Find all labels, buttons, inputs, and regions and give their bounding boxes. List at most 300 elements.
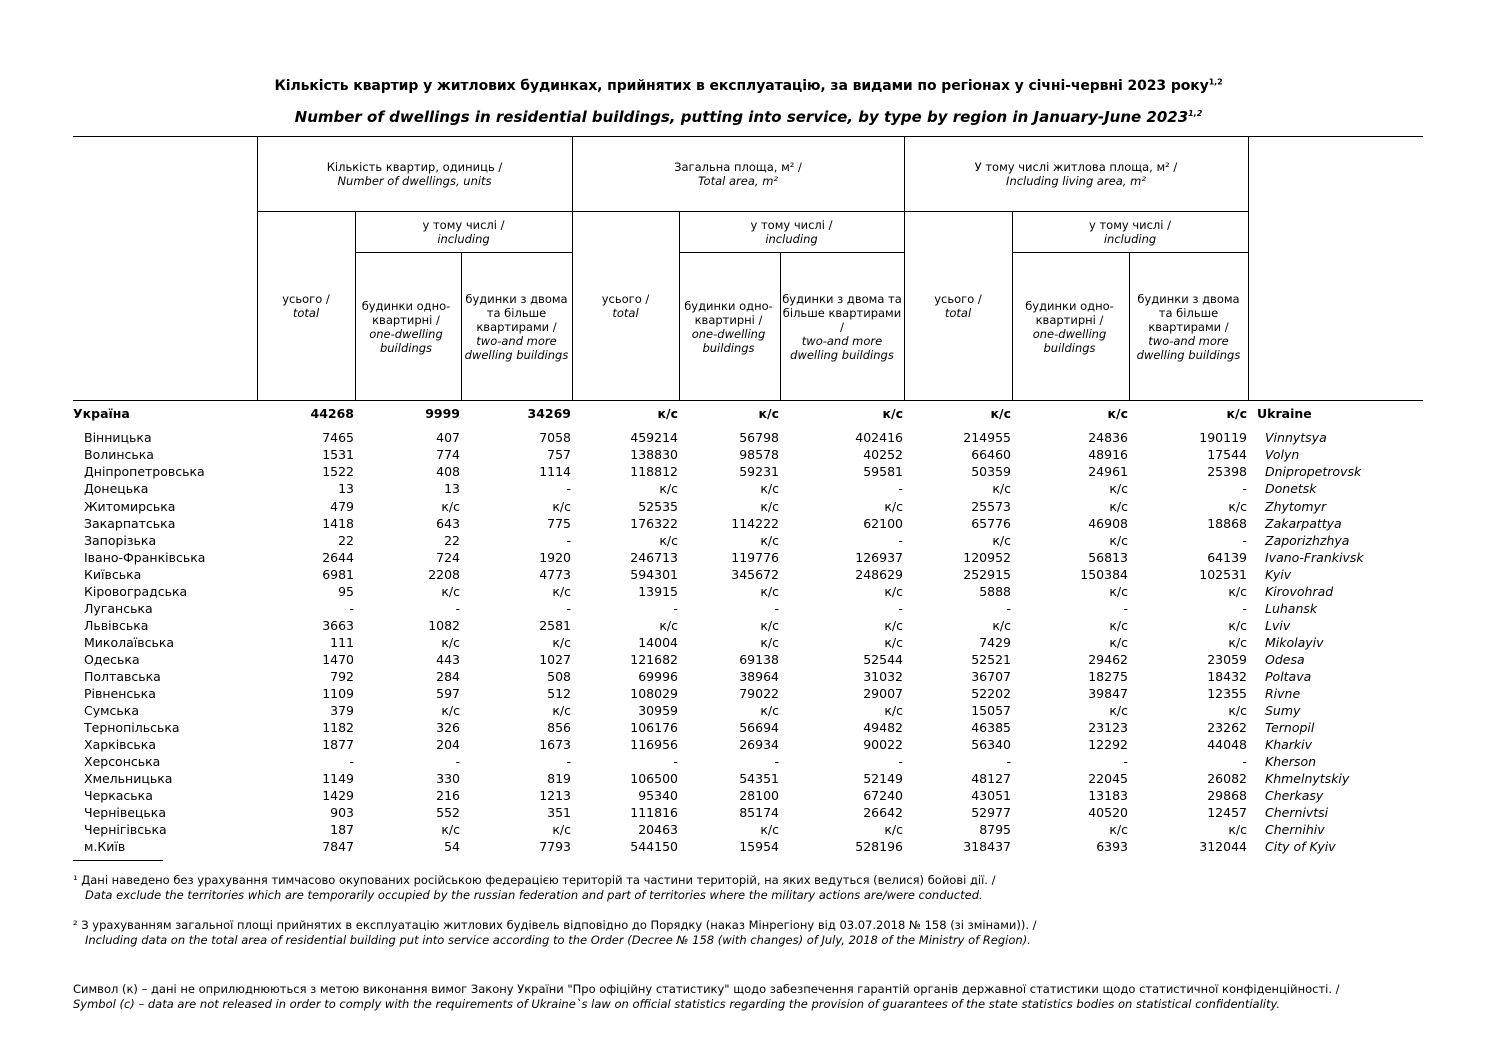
- region-name-ua: Львівська: [84, 618, 149, 633]
- region-name-ua: Україна: [73, 406, 130, 421]
- table-cell: 1920: [539, 550, 571, 565]
- table-cell: к/с: [760, 481, 779, 496]
- region-name-ua: Вінницька: [84, 430, 152, 445]
- table-cell: -: [349, 754, 354, 769]
- header-two-more: будинки з двома та більше квартирами / two-and more dwelling buildings: [1136, 291, 1241, 362]
- header-total: усього / total: [282, 292, 330, 320]
- region-name-ua: Луганська: [84, 601, 153, 616]
- table-cell: 79022: [739, 686, 779, 701]
- table-row: [0, 499, 1497, 516]
- table-cell: 774: [436, 447, 460, 462]
- table-cell: 31032: [863, 669, 903, 684]
- table-cell: 36707: [971, 669, 1011, 684]
- region-name-ua: Дніпропетровська: [84, 464, 205, 479]
- table-cell: 46385: [971, 720, 1011, 735]
- table-cell: -: [898, 481, 903, 496]
- symbol-note: Символ (к) – дані не оприлюднюються з метою виконання вимог Закону України "Про офіційну статистику" щодо забезпечення гарантій органів державної статистики щодо статистичної конфіденційності. / Symbol (c) – data are not released in order to comply with the requirements of Ukraine`s law on official statistics regarding the provision of guarantees of the state statistics bodies on statistical confidentiality.: [73, 982, 1340, 1011]
- region-name-ua: Черкаська: [84, 788, 153, 803]
- table-row: [0, 567, 1497, 584]
- table-cell: 459214: [630, 430, 678, 445]
- table-cell: 23059: [1207, 652, 1247, 667]
- table-cell: 13: [338, 481, 354, 496]
- table-cell: к/с: [760, 618, 779, 633]
- table-row: [0, 686, 1497, 703]
- table-cell: -: [1006, 754, 1011, 769]
- table-cell: к/с: [884, 584, 903, 599]
- table-cell: 39847: [1088, 686, 1128, 701]
- table-cell: 18868: [1207, 516, 1247, 531]
- footnote-1: ¹ Дані наведено без урахування тимчасово окупованих російською федерацією територій та частини територій, на яких ведуться (велися) бойові дії. / Data exclude the territories which are temporarily occupied by the russian federation and part of territories where the military actions are/were conducted.: [73, 873, 996, 902]
- table-cell: 52149: [863, 771, 903, 786]
- table-cell: 8795: [979, 822, 1011, 837]
- table-cell: 2644: [322, 550, 354, 565]
- title-footnote-ref: 1,2: [1208, 77, 1223, 87]
- region-name-en: Chernihiv: [1265, 822, 1325, 837]
- table-cell: к/с: [552, 584, 571, 599]
- table-cell: к/с: [1109, 533, 1128, 548]
- table-row-total: [0, 406, 1497, 423]
- header-two-more: будинки з двома та більше квартирами / two-and more dwelling buildings: [464, 291, 569, 362]
- table-row: [0, 652, 1497, 669]
- table-row: [0, 737, 1497, 754]
- table-cell: 443: [436, 652, 460, 667]
- table-cell: 2208: [428, 567, 460, 582]
- table-cell: -: [673, 601, 678, 616]
- table-cell: к/с: [882, 406, 903, 421]
- table-cell: 52544: [863, 652, 903, 667]
- region-name-en: Vinnytsya: [1265, 430, 1327, 445]
- table-cell: 552: [436, 805, 460, 820]
- table-cell: 252915: [963, 567, 1011, 582]
- table-cell: 25398: [1207, 464, 1247, 479]
- header-including: у тому числі / including: [422, 218, 505, 246]
- table-cell: к/с: [1228, 618, 1247, 633]
- header-including: у тому числі / including: [1089, 218, 1171, 246]
- table-cell: к/с: [1109, 703, 1128, 718]
- table-cell: к/с: [552, 822, 571, 837]
- table-cell: к/с: [659, 533, 678, 548]
- table-cell: к/с: [884, 703, 903, 718]
- table-cell: 106500: [630, 771, 678, 786]
- table-cell: 2581: [539, 618, 571, 633]
- table-cell: 15954: [739, 839, 779, 854]
- header-including: у тому числі / including: [750, 218, 833, 246]
- table-cell: 5888: [979, 584, 1011, 599]
- region-name-ua: Сумська: [84, 703, 140, 718]
- table-cell: 792: [330, 669, 354, 684]
- table-cell: 90022: [863, 737, 903, 752]
- table-cell: 12292: [1088, 737, 1128, 752]
- table-cell: 402416: [855, 430, 903, 445]
- table-cell: -: [455, 754, 460, 769]
- table-cell: к/с: [760, 703, 779, 718]
- table-cell: 29868: [1207, 788, 1247, 803]
- table-cell: к/с: [1228, 584, 1247, 599]
- table-cell: 59581: [863, 464, 903, 479]
- header-group-dwellings: Кількість квартир, одиниць / Number of dwellings, units: [326, 160, 503, 188]
- table-cell: 351: [547, 805, 571, 820]
- table-cell: к/с: [441, 499, 460, 514]
- table-cell: 1418: [322, 516, 354, 531]
- table-cell: 120952: [963, 550, 1011, 565]
- table-cell: 69138: [739, 652, 779, 667]
- table-cell: 29007: [863, 686, 903, 701]
- region-name-en: Ternopil: [1265, 720, 1315, 735]
- table-cell: 512: [547, 686, 571, 701]
- table-cell: 44048: [1207, 737, 1247, 752]
- table-cell: -: [1242, 533, 1247, 548]
- table-cell: 176322: [630, 516, 678, 531]
- table-cell: -: [774, 754, 779, 769]
- table-cell: к/с: [441, 635, 460, 650]
- table-cell: к/с: [659, 618, 678, 633]
- table-cell: к/с: [760, 584, 779, 599]
- table-row: [0, 754, 1497, 771]
- table-cell: к/с: [884, 618, 903, 633]
- table-cell: -: [1123, 601, 1128, 616]
- table-cell: 126937: [855, 550, 903, 565]
- region-name-ua: Миколаївська: [84, 635, 175, 650]
- region-name-ua: Донецька: [84, 481, 149, 496]
- table-cell: 43051: [971, 788, 1011, 803]
- region-name-en: Kharkiv: [1265, 737, 1313, 752]
- table-row: [0, 481, 1497, 498]
- table-cell: 56813: [1088, 550, 1128, 565]
- table-cell: 187: [330, 822, 354, 837]
- header-one-dwelling: будинки одно-квартирні / one-dwelling buildings: [1025, 298, 1114, 355]
- table-row: [0, 822, 1497, 839]
- table-row: [0, 788, 1497, 805]
- table-cell: к/с: [990, 406, 1011, 421]
- table-cell: 7465: [322, 430, 354, 445]
- table-cell: к/с: [1109, 499, 1128, 514]
- table-cell: 18432: [1207, 669, 1247, 684]
- table-cell: 18275: [1088, 669, 1128, 684]
- table-cell: 757: [547, 447, 571, 462]
- table-cell: 114222: [731, 516, 779, 531]
- table-cell: 597: [436, 686, 460, 701]
- table-cell: 248629: [855, 567, 903, 582]
- table-cell: к/с: [1228, 822, 1247, 837]
- table-cell: к/с: [552, 499, 571, 514]
- table-cell: 52202: [971, 686, 1011, 701]
- table-cell: 22: [444, 533, 460, 548]
- region-name-en: Ivano-Frankivsk: [1265, 550, 1364, 565]
- table-cell: -: [898, 601, 903, 616]
- region-name-ua: Житомирська: [84, 499, 176, 514]
- table-cell: -: [349, 601, 354, 616]
- region-name-en: Zhytomyr: [1265, 499, 1327, 514]
- table-cell: -: [1242, 601, 1247, 616]
- table-cell: 643: [436, 516, 460, 531]
- table-cell: 1673: [539, 737, 571, 752]
- table-cell: к/с: [659, 481, 678, 496]
- table-cell: 330: [436, 771, 460, 786]
- table-cell: -: [566, 754, 571, 769]
- table-cell: к/с: [884, 635, 903, 650]
- table-cell: 62100: [863, 516, 903, 531]
- table-cell: к/с: [552, 635, 571, 650]
- table-cell: 724: [436, 550, 460, 565]
- table-cell: 34269: [527, 406, 571, 421]
- table-row: [0, 533, 1497, 550]
- header-group-rule: [257, 211, 1248, 212]
- table-cell: 544150: [630, 839, 678, 854]
- region-name-en: Volyn: [1265, 447, 1300, 462]
- table-cell: 479: [330, 499, 354, 514]
- table-cell: 1114: [539, 464, 571, 479]
- table-cell: 40252: [863, 447, 903, 462]
- table-cell: 903: [330, 805, 354, 820]
- table-cell: 52535: [638, 499, 678, 514]
- title-footnote-ref-en: 1,2: [1188, 109, 1203, 118]
- table-cell: 26082: [1207, 771, 1247, 786]
- table-cell: к/с: [760, 822, 779, 837]
- table-cell: 46908: [1088, 516, 1128, 531]
- table-cell: 85174: [739, 805, 779, 820]
- table-cell: 30959: [638, 703, 678, 718]
- table-cell: к/с: [1228, 499, 1247, 514]
- footnote-2: ² З урахуванням загальної площі прийнятих в експлуатацію житлових будівель відповідно до Порядку (наказ Мінрегіону від 03.07.2018 № 158 (зі змінами)). / Including data on the total area of residential building put into service according to the Order (Decree № 158 (with changes) of July, 2018 of the Ministry of Region).: [73, 918, 1037, 947]
- header-total: усього / total: [934, 292, 982, 320]
- table-cell: 6393: [1096, 839, 1128, 854]
- region-name-en: Khmelnytskiy: [1265, 771, 1350, 786]
- table-cell: 56340: [971, 737, 1011, 752]
- table-cell: 28100: [739, 788, 779, 803]
- table-cell: 775: [547, 516, 571, 531]
- table-cell: к/с: [1107, 406, 1128, 421]
- table-row: [0, 464, 1497, 481]
- region-name-en: Kherson: [1265, 754, 1317, 769]
- table-cell: 23262: [1207, 720, 1247, 735]
- table-cell: к/с: [1109, 822, 1128, 837]
- table-cell: 14004: [638, 635, 678, 650]
- table-cell: -: [1006, 601, 1011, 616]
- table-cell: 40520: [1088, 805, 1128, 820]
- table-cell: к/с: [1109, 584, 1128, 599]
- table-cell: 38964: [739, 669, 779, 684]
- table-cell: 111: [330, 635, 354, 650]
- table-cell: к/с: [1228, 635, 1247, 650]
- table-cell: 508: [547, 669, 571, 684]
- table-cell: к/с: [1109, 481, 1128, 496]
- region-name-ua: Волинська: [84, 447, 154, 462]
- table-cell: 25573: [971, 499, 1011, 514]
- table-row: [0, 635, 1497, 652]
- table-row: [0, 669, 1497, 686]
- table-cell: -: [774, 601, 779, 616]
- table-cell: 528196: [855, 839, 903, 854]
- table-cell: к/с: [441, 822, 460, 837]
- table-cell: 318437: [963, 839, 1011, 854]
- table-cell: 20463: [638, 822, 678, 837]
- table-cell: -: [1242, 754, 1247, 769]
- table-cell: 17544: [1207, 447, 1247, 462]
- region-name-en: Sumy: [1265, 703, 1301, 718]
- table-cell: к/с: [760, 635, 779, 650]
- table-cell: 67240: [863, 788, 903, 803]
- region-name-ua: Закарпатська: [84, 516, 176, 531]
- table-cell: 7847: [322, 839, 354, 854]
- table-cell: 856: [547, 720, 571, 735]
- region-name-en: Poltava: [1265, 669, 1312, 684]
- table-row: [0, 430, 1497, 447]
- table-cell: 1470: [322, 652, 354, 667]
- table-cell: 121682: [630, 652, 678, 667]
- region-name-ua: Чернігівська: [84, 822, 167, 837]
- table-cell: 95340: [638, 788, 678, 803]
- table-cell: 7058: [539, 430, 571, 445]
- table-row: [0, 550, 1497, 567]
- table-cell: 50359: [971, 464, 1011, 479]
- table-cell: -: [898, 533, 903, 548]
- table-cell: 312044: [1199, 839, 1247, 854]
- table-cell: к/с: [1109, 618, 1128, 633]
- table-cell: 49482: [863, 720, 903, 735]
- footnote-separator: [73, 860, 163, 861]
- table-cell: 111816: [630, 805, 678, 820]
- table-cell: -: [673, 754, 678, 769]
- table-cell: 326: [436, 720, 460, 735]
- header-one-dwelling: будинки одно-квартирні / one-dwelling buildings: [684, 298, 773, 355]
- table-cell: 345672: [731, 567, 779, 582]
- table-row: [0, 805, 1497, 822]
- region-name-en: Luhansk: [1265, 601, 1318, 616]
- region-name-ua: Київська: [84, 567, 142, 582]
- table-cell: 284: [436, 669, 460, 684]
- region-name-en: Zakarpattya: [1265, 516, 1342, 531]
- table-row: [0, 839, 1497, 856]
- table-cell: 22045: [1088, 771, 1128, 786]
- table-cell: 204: [436, 737, 460, 752]
- table-row: [0, 720, 1497, 737]
- table-cell: -: [566, 481, 571, 496]
- table-cell: 1027: [539, 652, 571, 667]
- table-cell: 150384: [1080, 567, 1128, 582]
- region-name-ua: Тернопільська: [84, 720, 180, 735]
- table-cell: 52977: [971, 805, 1011, 820]
- table-cell: к/с: [992, 481, 1011, 496]
- region-name-en: Chernivtsi: [1265, 805, 1329, 820]
- table-cell: 116956: [630, 737, 678, 752]
- header-group-living-area: У тому числі житлова площа, м² / Including living area, m²: [974, 160, 1178, 188]
- header-two-more: будинки з двома та більше квартирами / two-and more dwelling buildings: [782, 291, 902, 362]
- table-cell: 59231: [739, 464, 779, 479]
- region-name-ua: Херсонська: [84, 754, 161, 769]
- table-header: [0, 0, 1497, 420]
- region-name-ua: Рівненська: [84, 686, 156, 701]
- region-name-ua: м.Київ: [84, 839, 126, 854]
- table-cell: -: [1242, 481, 1247, 496]
- table-cell: к/с: [441, 584, 460, 599]
- table-cell: 12355: [1207, 686, 1247, 701]
- table-cell: к/с: [760, 533, 779, 548]
- table-cell: -: [566, 533, 571, 548]
- table-cell: -: [455, 601, 460, 616]
- table-row: [0, 771, 1497, 788]
- table-cell: к/с: [884, 499, 903, 514]
- table-cell: 7793: [539, 839, 571, 854]
- table-cell: 3663: [322, 618, 354, 633]
- region-name-ua: Івано-Франківська: [84, 550, 206, 565]
- region-name-en: Ukraine: [1257, 406, 1312, 421]
- table-cell: к/с: [1109, 635, 1128, 650]
- table-cell: 1429: [322, 788, 354, 803]
- region-name-en: Donetsk: [1265, 481, 1317, 496]
- table-cell: к/с: [1228, 703, 1247, 718]
- table-cell: 379: [330, 703, 354, 718]
- table-cell: 246713: [630, 550, 678, 565]
- region-name-ua: Хмельницька: [84, 771, 173, 786]
- table-cell: 1877: [322, 737, 354, 752]
- table-cell: 819: [547, 771, 571, 786]
- header-total: усього / total: [601, 292, 650, 320]
- table-cell: 9999: [425, 406, 460, 421]
- table-cell: 26934: [739, 737, 779, 752]
- header-one-dwelling: будинки одно-квартирні / one-dwelling buildings: [361, 298, 451, 355]
- header-group-total-area: Загальна площа, м² / Total area, m²: [674, 160, 802, 188]
- header-bottom-rule: [73, 400, 1423, 401]
- table-cell: 24836: [1088, 430, 1128, 445]
- table-cell: 23123: [1088, 720, 1128, 735]
- region-name-en: Lviv: [1265, 618, 1291, 633]
- region-name-en: Mikolayiv: [1265, 635, 1324, 650]
- region-name-ua: Полтавська: [84, 669, 161, 684]
- vrule: [1248, 136, 1249, 400]
- table-row: [0, 447, 1497, 464]
- table-cell: 54351: [739, 771, 779, 786]
- table-cell: 1522: [322, 464, 354, 479]
- table-cell: к/с: [758, 406, 779, 421]
- table-cell: 106176: [630, 720, 678, 735]
- table-cell: 119776: [731, 550, 779, 565]
- table-cell: 69996: [638, 669, 678, 684]
- table-cell: 12457: [1207, 805, 1247, 820]
- table-cell: 1149: [322, 771, 354, 786]
- table-cell: 594301: [630, 567, 678, 582]
- table-cell: 54: [444, 839, 460, 854]
- table-cell: 102531: [1199, 567, 1247, 582]
- region-name-en: Dnipropetrovsk: [1265, 464, 1362, 479]
- table-cell: 66460: [971, 447, 1011, 462]
- table-cell: 190119: [1199, 430, 1247, 445]
- table-cell: 1082: [428, 618, 460, 633]
- table-cell: -: [1123, 754, 1128, 769]
- region-name-en: Kirovohrad: [1265, 584, 1334, 599]
- table-cell: 56694: [739, 720, 779, 735]
- region-name-ua: Кіровоградська: [84, 584, 188, 599]
- table-cell: 13915: [638, 584, 678, 599]
- table-cell: 1213: [539, 788, 571, 803]
- region-name-en: Odesa: [1265, 652, 1305, 667]
- table-cell: 214955: [963, 430, 1011, 445]
- table-cell: 108029: [630, 686, 678, 701]
- region-name-ua: Одеська: [84, 652, 140, 667]
- table-row: [0, 601, 1497, 618]
- table-cell: 29462: [1088, 652, 1128, 667]
- table-cell: к/с: [441, 703, 460, 718]
- table-cell: -: [566, 601, 571, 616]
- table-cell: 13: [444, 481, 460, 496]
- header-top-rule: [73, 136, 1423, 137]
- table-cell: 22: [338, 533, 354, 548]
- table-cell: 216: [436, 788, 460, 803]
- table-cell: 408: [436, 464, 460, 479]
- table-cell: 48127: [971, 771, 1011, 786]
- region-name-en: City of Kyiv: [1265, 839, 1336, 854]
- region-name-en: Rivne: [1265, 686, 1301, 701]
- table-cell: 65776: [971, 516, 1011, 531]
